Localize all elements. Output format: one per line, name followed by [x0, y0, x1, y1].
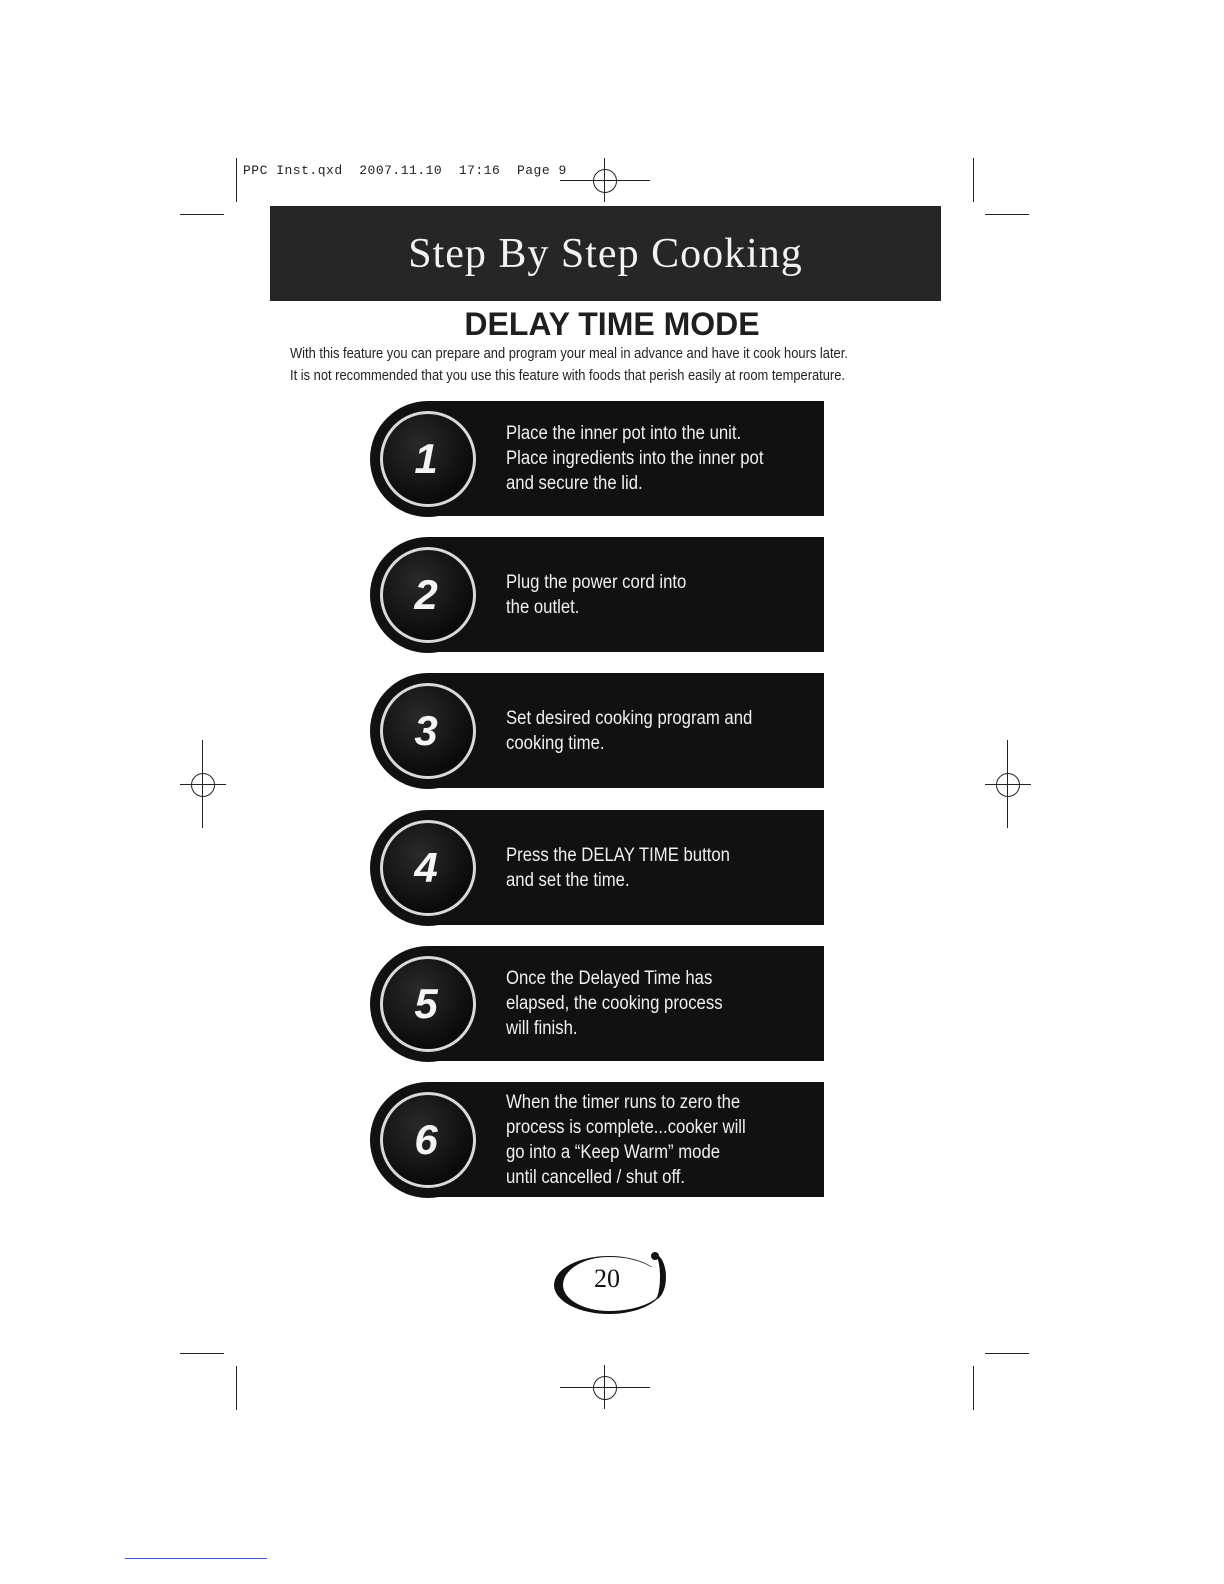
- step-text: When the timer runs to zero the process is complete...cooker will go into a “Keep Warm” mode until cancelled / shut off.: [506, 1091, 746, 1188]
- step-text: Once the Delayed Time has elapsed, the cooking process will finish.: [506, 968, 723, 1039]
- step-text: Plug the power cord into the outlet.: [506, 571, 687, 618]
- step-badge: [370, 673, 486, 789]
- page-number: 20: [594, 1264, 620, 1293]
- intro-line: It is not recommended that you use this feature with foods that perish easily at room temperature.: [290, 367, 845, 384]
- page-number-logo: [554, 1250, 670, 1316]
- intro-line: With this feature you can prepare and program your meal in advance and have it cook hours later.: [290, 345, 848, 362]
- header-banner: [270, 206, 941, 301]
- step-badge: [370, 537, 486, 653]
- step-number: 4: [414, 844, 438, 891]
- intro-paragraph: [290, 343, 848, 387]
- section-title: DELAY TIME MODE: [464, 306, 760, 342]
- step-2: [370, 537, 828, 653]
- print-slug: PPC Inst.qxd 2007.11.10 17:16 Page 9: [243, 163, 567, 178]
- step-number: 3: [414, 707, 438, 754]
- step-text: Set desired cooking program and cooking time.: [506, 707, 753, 754]
- logo-dot-icon: [651, 1252, 659, 1260]
- step-badge: [370, 946, 486, 1062]
- step-3: [370, 673, 828, 789]
- banner-title: Step By Step Cooking: [408, 230, 803, 277]
- step-number: 2: [414, 571, 438, 618]
- step-5: [370, 946, 828, 1062]
- bottom-divider: [125, 1558, 267, 1559]
- step-badge: [370, 401, 486, 517]
- step-number: 1: [414, 435, 438, 482]
- step-number: 6: [414, 1116, 438, 1163]
- step-text: Place the inner pot into the unit. Place ingredients into the inner pot and secure the lid.: [506, 423, 764, 494]
- step-badge: [370, 810, 486, 926]
- step-number: 5: [414, 980, 438, 1027]
- step-text: Press the DELAY TIME button and set the time.: [506, 844, 730, 891]
- step-badge: [370, 1082, 486, 1198]
- step-4: [370, 810, 828, 926]
- step-1: [370, 401, 828, 517]
- logo-hook-icon: [642, 1254, 666, 1300]
- step-6: [370, 1082, 828, 1198]
